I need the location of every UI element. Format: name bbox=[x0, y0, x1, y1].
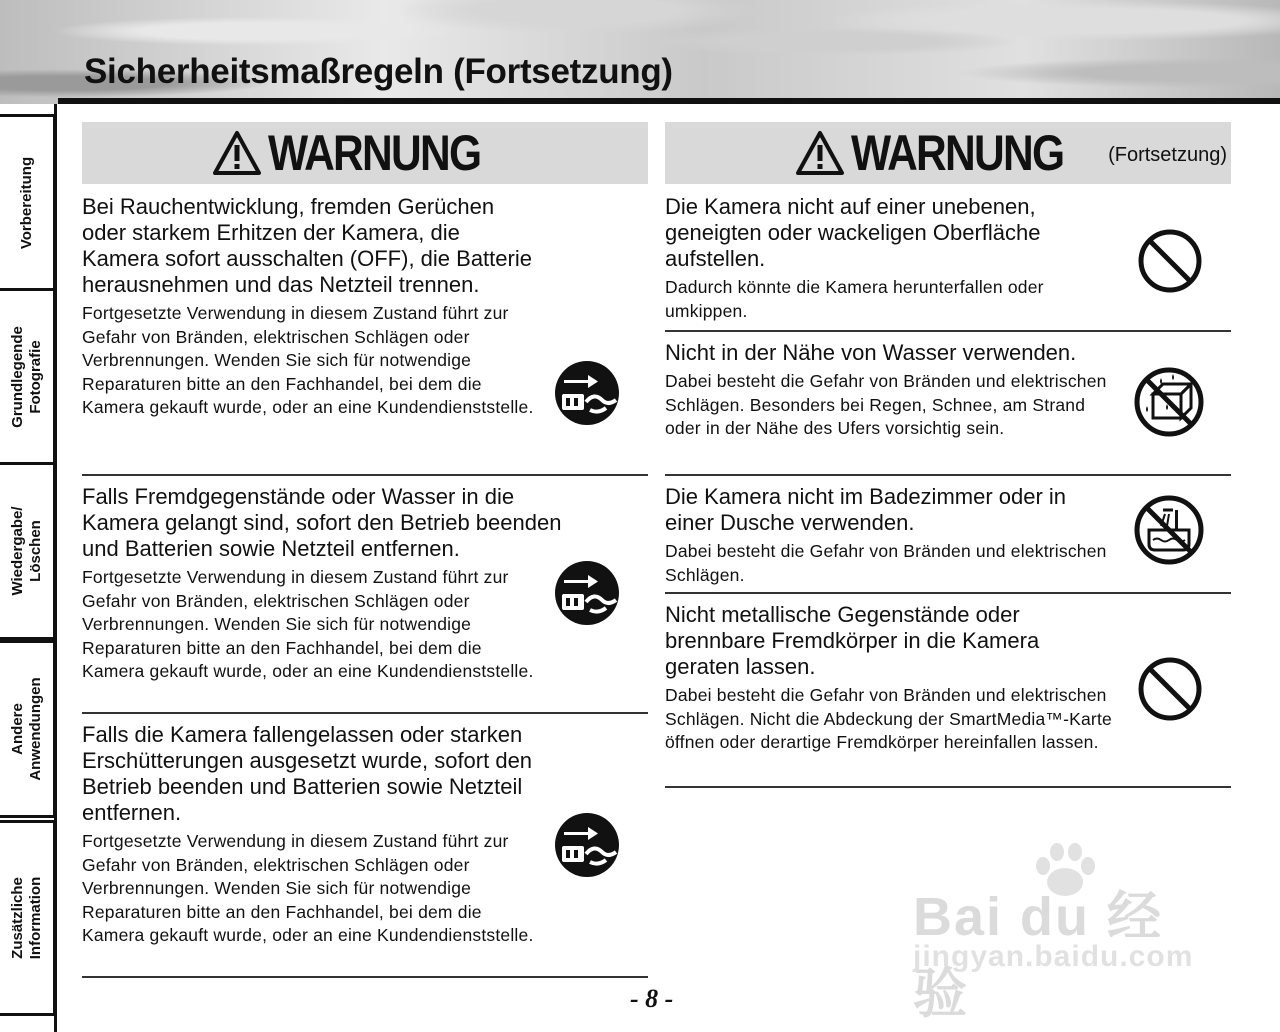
header-rule bbox=[58, 98, 1280, 104]
item-body: Dadurch könnte die Kamera herunterfallen oder umkippen. bbox=[665, 277, 1044, 321]
tab-label: Vorbereitung bbox=[17, 156, 35, 250]
warning-item bbox=[82, 476, 648, 714]
warning-item bbox=[82, 714, 648, 978]
unplug-icon bbox=[554, 812, 620, 878]
item-body: Fortgesetzte Verwendung in diesem Zustand führt zur Gefahr von Bränden, elektrischen Schlägen oder Verbrennungen. Wenden Sie sich für notwendige Reparaturen bitte an den Fachhandel, bei dem die Kamera gekauft wurde, oder an eine Kundendienststelle. bbox=[82, 567, 534, 681]
item-body: Dabei besteht die Gefahr von Bränden und elektrischen Schlägen. bbox=[665, 541, 1107, 585]
warning-item bbox=[665, 476, 1231, 594]
warning-triangle-icon bbox=[212, 130, 262, 176]
prohibited-icon bbox=[1137, 656, 1203, 722]
warning-banner bbox=[82, 122, 648, 184]
tab-andere-anwendungen[interactable] bbox=[0, 640, 56, 818]
tab-wiedergabe-loeschen[interactable] bbox=[0, 462, 56, 640]
tab-grundlegende-fotografie[interactable] bbox=[0, 288, 56, 466]
item-heading: Bei Rauchentwicklung, fremden Gerüchen oder starkem Erhitzen der Kamera, die Kamera sofort ausschalten (OFF), die Batterie herausnehmen und das Netzteil trennen. bbox=[82, 194, 532, 297]
watermark bbox=[905, 840, 1205, 1024]
tab-label: Zusätzliche Information bbox=[8, 876, 44, 960]
warning-banner bbox=[665, 122, 1231, 184]
warning-item bbox=[665, 184, 1231, 332]
no-water-icon bbox=[1133, 366, 1205, 438]
watermark-text: Bai du 经验 bbox=[913, 887, 1164, 1024]
warning-title: WARNUNG bbox=[851, 125, 1064, 181]
header-band bbox=[0, 0, 1280, 104]
prohibited-icon bbox=[1137, 228, 1203, 294]
right-column bbox=[665, 122, 1231, 788]
item-heading: Nicht in der Nähe von Wasser verwenden. bbox=[665, 340, 1077, 365]
item-body: Dabei besteht die Gefahr von Bränden und elektrischen Schlägen. Nicht die Abdeckung der SmartMedia™-Karte öffnen oder derartige Fremdkörper hereinfallen lassen. bbox=[665, 685, 1112, 752]
warning-subtitle: (Fortsetzung) bbox=[1108, 144, 1227, 166]
page-title: Sicherheitsmaßregeln (Fortsetzung) bbox=[84, 52, 673, 91]
no-shower-icon bbox=[1133, 494, 1205, 566]
item-heading: Falls Fremdgegenstände oder Wasser in die Kamera gelangt sind, sofort den Betrieb beenden und Batterien sowie Netzteil entfernen. bbox=[82, 484, 562, 561]
unplug-icon bbox=[554, 360, 620, 426]
item-heading: Die Kamera nicht auf einer unebenen, geneigten oder wackeligen Oberfläche aufstellen. bbox=[665, 194, 1041, 271]
item-heading: Nicht metallische Gegenstände oder brennbare Fremdkörper in die Kamera geraten lassen. bbox=[665, 602, 1040, 679]
left-column bbox=[82, 122, 648, 978]
item-body: Fortgesetzte Verwendung in diesem Zustand führt zur Gefahr von Bränden, elektrischen Schlägen oder Verbrennungen. Wenden Sie sich für notwendige Reparaturen bitte an den Fachhandel, bei dem die Kamera gekauft wurde, oder an eine Kundendienststelle. bbox=[82, 303, 534, 417]
item-body: Dabei besteht die Gefahr von Bränden und elektrischen Schlägen. Besonders bei Regen, Schnee, am Strand oder in der Nähe des Ufers vorsichtig sein. bbox=[665, 371, 1107, 438]
warning-item bbox=[665, 332, 1231, 476]
tab-label: Andere Anwendungen bbox=[8, 677, 44, 781]
tab-zusaetzliche-information[interactable] bbox=[0, 820, 56, 1016]
item-body: Fortgesetzte Verwendung in diesem Zustand führt zur Gefahr von Bränden, elektrischen Schlägen oder Verbrennungen. Wenden Sie sich für notwendige Reparaturen bitte an den Fachhandel, bei dem die Kamera gekauft wurde, oder an eine Kundendienststelle. bbox=[82, 831, 534, 945]
warning-title: WARNUNG bbox=[268, 125, 481, 181]
warning-item bbox=[665, 594, 1231, 788]
unplug-icon bbox=[554, 560, 620, 626]
warning-triangle-icon bbox=[795, 130, 845, 176]
watermark-url: jingyan.baidu.com bbox=[913, 940, 1194, 973]
tab-label: Wiedergabe/ Löschen bbox=[8, 506, 44, 596]
tab-vorbereitung[interactable] bbox=[0, 114, 56, 292]
tab-label: Grundlegende Fotografie bbox=[8, 326, 44, 428]
item-heading: Die Kamera nicht im Badezimmer oder in einer Dusche verwenden. bbox=[665, 484, 1067, 535]
warning-item bbox=[82, 184, 648, 476]
page-number: - 8 - bbox=[630, 984, 674, 1013]
item-heading: Falls die Kamera fallengelassen oder starken Erschütterungen ausgesetzt wurde, sofort den Betrieb beenden und Batterien sowie Netzteil entfernen. bbox=[82, 722, 533, 825]
